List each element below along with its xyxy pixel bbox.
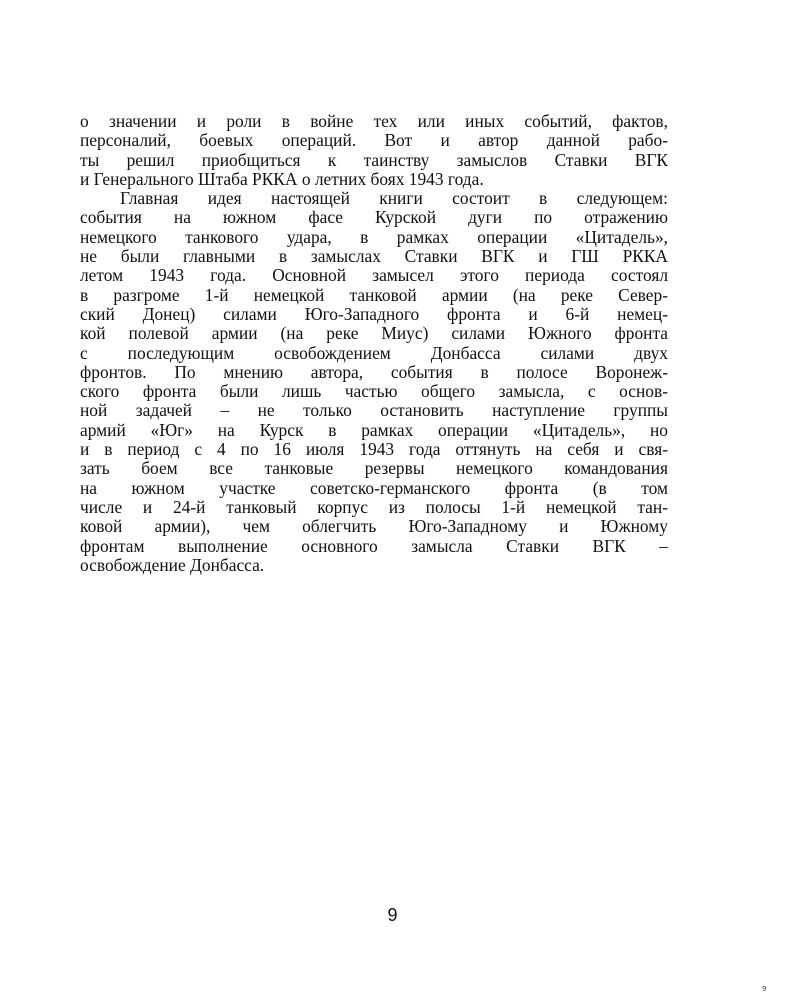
text-line: о значении и роли в войне тех или иных событий, фактов, — [80, 111, 668, 131]
text-line: ты решил приобщиться к таинству замыслов Ставки ВГК — [80, 149, 668, 170]
paragraph-1 — [80, 112, 668, 189]
text-line: ной задачей – не только остановить наступление группы — [80, 400, 668, 421]
text-line: кой полевой армии (на реке Миус) силами Южного фронта — [80, 323, 668, 344]
text-line: на южном участке советско-германского фронта (в том — [80, 477, 668, 498]
corner-page-marker: 9 — [762, 985, 767, 993]
text-line: армий «Юг» на Курск в рамках операции «Цитадель», но — [80, 419, 668, 440]
text-line: ского фронта были лишь частью общего замысла, с основ- — [80, 381, 668, 402]
paragraph-2 — [80, 189, 668, 575]
body-text — [80, 112, 668, 575]
text-line: Главная идея настоящей книги состоит в следующем: — [120, 188, 668, 209]
text-line: фронтам выполнение основного замысла Ставки ВГК – — [80, 535, 668, 556]
text-line: числе и 24-й танковый корпус из полосы 1-й немецкой тан- — [80, 496, 668, 517]
text-line: и в период с 4 по 16 июля 1943 года оттянуть на себя и свя- — [80, 439, 668, 460]
text-line: и Генерального Штаба РККА о летних боях 1943 года. — [80, 168, 484, 189]
text-line: персоналий, боевых операций. Вот и автор данной рабо- — [80, 130, 668, 151]
text-line: события на южном фасе Курской дуги по отражению — [80, 207, 668, 228]
text-line: не были главными в замыслах Ставки ВГК и ГШ РККА — [80, 246, 668, 267]
text-line: ковой армии), чем облегчить Юго-Западному и Южному — [80, 516, 668, 537]
page-number: 9 — [387, 905, 398, 925]
text-line: с последующим освобождением Донбасса силами двух — [80, 342, 668, 363]
text-line: немецкого танкового удара, в рамках операции «Цитадель», — [80, 226, 668, 247]
text-line: зать боем все танковые резервы немецкого командования — [80, 458, 668, 479]
text-line: освобождение Донбасса. — [80, 554, 265, 575]
text-line: ский Донец) силами Юго-Западного фронта и 6-й немец- — [80, 303, 668, 324]
text-line: в разгроме 1-й немецкой танковой армии (на реке Север- — [80, 284, 668, 305]
text-line: летом 1943 года. Основной замысел этого периода состоял — [80, 265, 668, 286]
text-line: фронтов. По мнению автора, события в полосе Воронеж- — [80, 361, 668, 382]
